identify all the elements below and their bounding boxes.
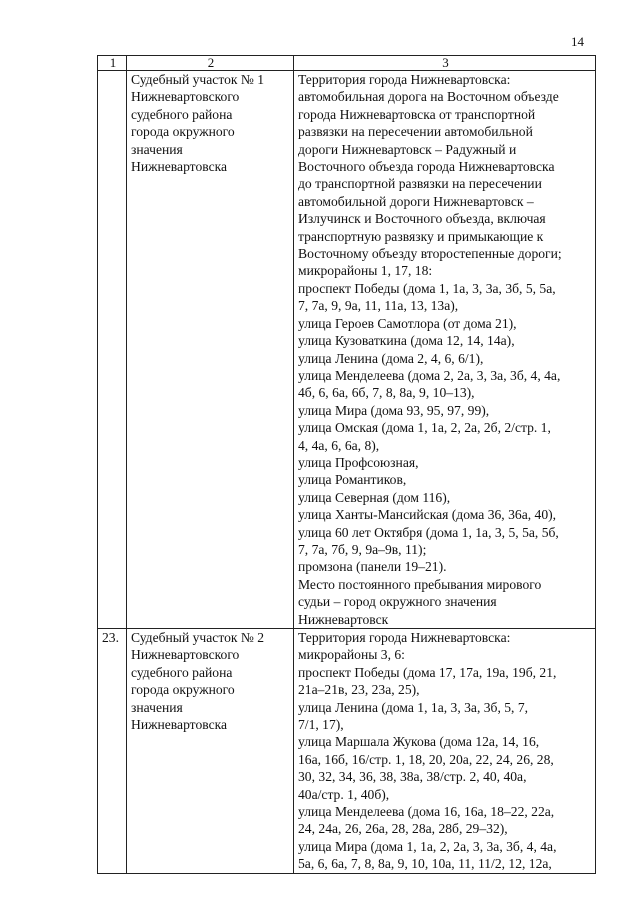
court-name-line: судебного района xyxy=(131,664,233,680)
territory-line: улица Ленина (дома 1, 1а, 3, 3а, 3б, 5, 7, xyxy=(298,699,529,715)
territory-line: 16а, 16б, 16/стр. 1, 18, 20, 20а, 22, 24, 26, 28, xyxy=(298,751,554,767)
court-name-line: Судебный участок № 1 xyxy=(131,72,265,87)
court-name-line: Нижневартовского xyxy=(131,89,240,105)
territory-line: Территория города Нижневартовска: xyxy=(298,72,511,87)
page-number: 14 xyxy=(571,34,584,49)
territory-line: улица Кузоваткина (дома 12, 14, 14а), xyxy=(298,333,515,349)
territory-line: микрорайоны 1, 17, 18: xyxy=(298,263,433,279)
territory-line: 40а/стр. 1, 40б), xyxy=(298,786,390,802)
table-row xyxy=(98,71,596,629)
column-header-territory: 3 xyxy=(294,56,596,71)
territory-line: улица Мира (дома 93, 95, 97, 99), xyxy=(298,402,490,418)
court-name-line: города окружного xyxy=(131,682,235,698)
court-name-line: значения xyxy=(131,141,183,157)
column-header-court: 2 xyxy=(127,56,294,71)
court-name-line: Нижневартовска xyxy=(131,159,228,175)
territory-line: Нижневартовск xyxy=(298,611,389,627)
territory-line: проспект Победы (дома 1, 1а, 3, 3а, 3б, 5, 5а, xyxy=(298,280,556,296)
row-number xyxy=(98,71,127,629)
row-number: 23. xyxy=(98,629,127,874)
territory-line: улица Романтиков, xyxy=(298,472,407,488)
territory-line: 7/1, 17), xyxy=(298,717,344,733)
territory-line: улица Ленина (дома 2, 4, 6, 6/1), xyxy=(298,350,484,366)
territory-line: 4б, 6, 6а, 6б, 7, 8, 8а, 9, 10–13), xyxy=(298,385,475,401)
territory-line: улица 60 лет Октября (дома 1, 1а, 3, 5, 5а, 5б, xyxy=(298,524,559,540)
territory-line: 4, 4а, 6, 6а, 8), xyxy=(298,437,380,453)
territory-line: микрорайоны 3, 6: xyxy=(298,647,405,663)
territory-line: Излучинск и Восточного объезда, включая xyxy=(298,211,546,227)
territory-line: 24, 24а, 26, 26а, 28, 28а, 28б, 29–32), xyxy=(298,821,508,837)
court-name-line: значения xyxy=(131,699,183,715)
territory-line: улица Профсоюзная, xyxy=(298,454,419,470)
territory-line: улица Маршала Жукова (дома 12а, 14, 16, xyxy=(298,734,540,750)
territory-line: Территория города Нижневартовска: xyxy=(298,630,511,645)
court-name-cell xyxy=(127,629,294,874)
court-name-line: Судебный участок № 2 xyxy=(131,630,265,645)
territory-line: улица Героев Самотлора (от дома 21), xyxy=(298,315,517,331)
court-name-line: судебного района xyxy=(131,106,233,122)
territory-line: дороги Нижневартовск – Радужный и xyxy=(298,141,517,157)
territory-line: улица Менделеева (дома 2, 2а, 3, 3а, 3б, 4, 4а, xyxy=(298,367,561,383)
territory-line: промзона (панели 19–21). xyxy=(298,559,447,575)
table-header-row xyxy=(98,56,596,71)
territory-line: улица Ханты-Мансийская (дома 36, 36а, 40), xyxy=(298,507,557,523)
court-name-line: города окружного xyxy=(131,124,235,140)
territory-line: улица Северная (дом 116), xyxy=(298,489,451,505)
territory-line: развязки на пересечении автомобильной xyxy=(298,124,533,140)
territory-line: Восточного объезда города Нижневартовска xyxy=(298,159,555,175)
territory-line: 30, 32, 34, 36, 38, 38а, 38/стр. 2, 40, 40а, xyxy=(298,769,527,785)
territory-line: 7, 7а, 9, 9а, 11, 11а, 13, 13а), xyxy=(298,298,459,314)
court-name-line: Нижневартовского xyxy=(131,647,240,663)
column-header-number: 1 xyxy=(98,56,127,71)
territory-line: улица Омская (дома 1, 1а, 2, 2а, 2б, 2/стр. 1, xyxy=(298,420,551,436)
territory-line: автомобильной дороги Нижневартовск – xyxy=(298,193,534,209)
territory-cell xyxy=(294,629,596,874)
territory-line: проспект Победы (дома 17, 17а, 19а, 19б, 21, xyxy=(298,664,557,680)
territory-line: автомобильная дорога на Восточном объезде xyxy=(298,89,559,105)
territory-cell xyxy=(294,71,596,629)
territory-line: Восточному объезду второстепенные дороги; xyxy=(298,246,562,262)
territory-line: до транспортной развязки на пересечении xyxy=(298,176,542,192)
table-row xyxy=(98,629,596,874)
territory-line: транспортную развязку и примыкающие к xyxy=(298,228,544,244)
territory-line: Место постоянного пребывания мирового xyxy=(298,576,542,592)
territory-line: судьи – город окружного значения xyxy=(298,594,497,610)
territory-line: 5а, 6, 6а, 7, 8, 8а, 9, 10, 10а, 11, 11/2, 12, 12а, xyxy=(298,856,552,872)
court-districts-table xyxy=(97,55,596,874)
territory-line: улица Мира (дома 1, 1а, 2, 2а, 3, 3а, 3б, 4, 4а, xyxy=(298,838,557,854)
court-name-line: Нижневартовска xyxy=(131,717,228,733)
court-name-cell xyxy=(127,71,294,629)
territory-line: города Нижневартовска от транспортной xyxy=(298,106,536,122)
territory-line: улица Менделеева (дома 16, 16а, 18–22, 22а, xyxy=(298,804,555,820)
territory-line: 7, 7а, 7б, 9, 9а–9в, 11); xyxy=(298,541,427,557)
territory-line: 21а–21в, 23, 23а, 25), xyxy=(298,682,420,698)
